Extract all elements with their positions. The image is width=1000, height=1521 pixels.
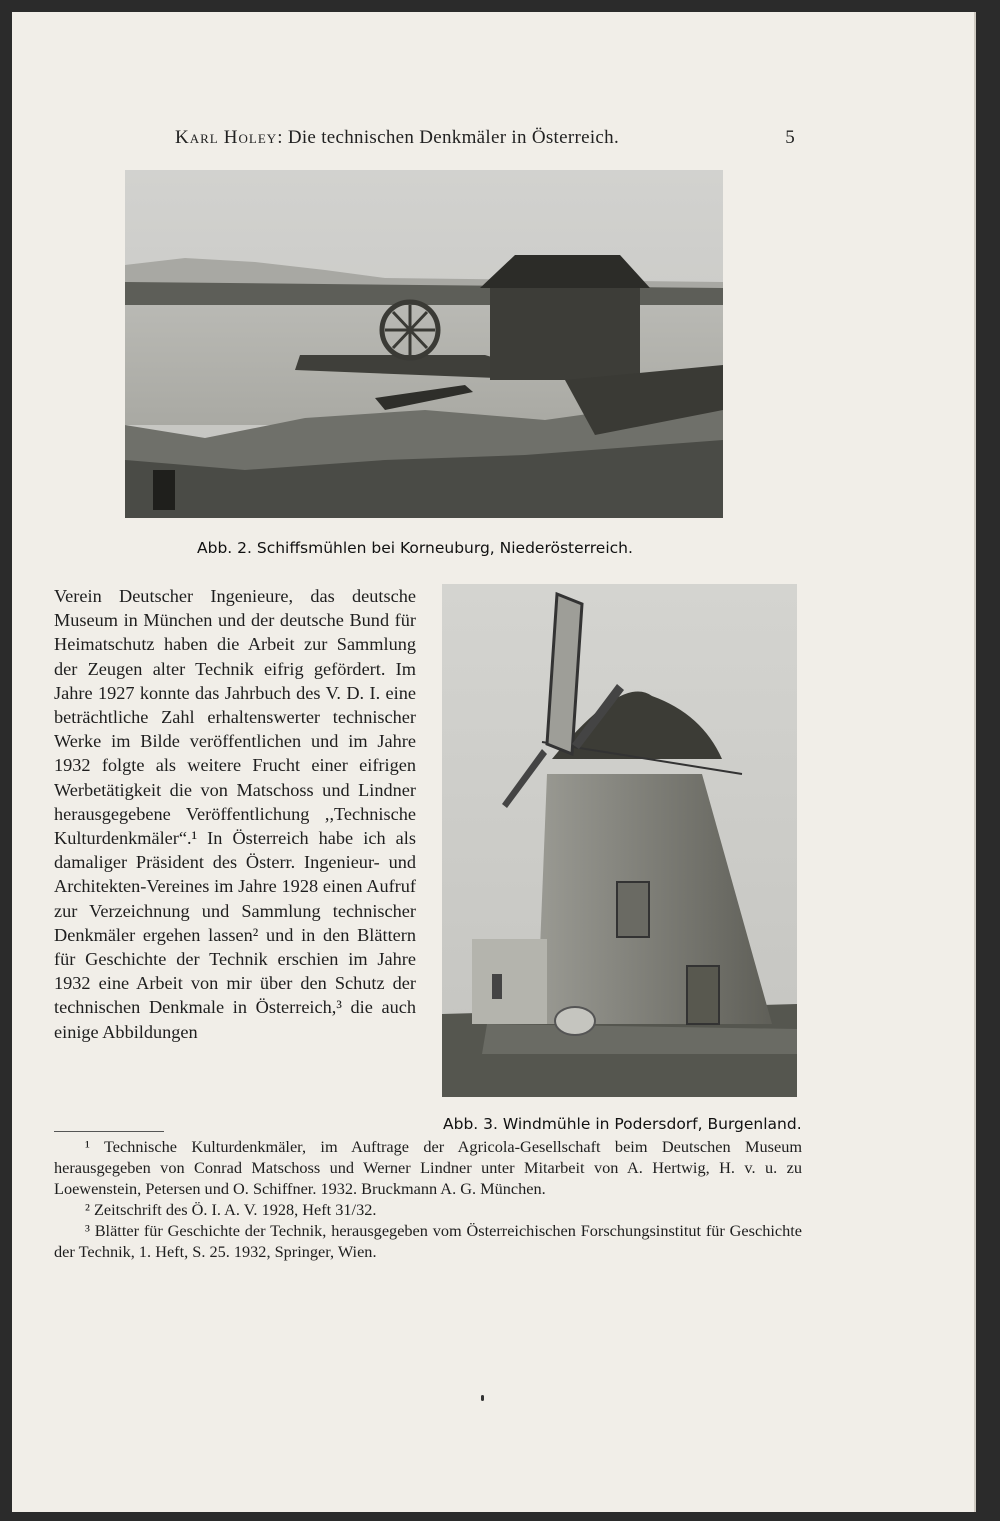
page-number: 5 — [785, 127, 795, 148]
running-head — [175, 127, 795, 149]
figure-3-caption: Abb. 3. Windmühle in Podersdorf, Burgenland. — [443, 1115, 802, 1133]
running-head-author-last: Holey — [223, 127, 278, 148]
page-mark — [481, 1395, 484, 1401]
footnote-2: ² Zeitschrift des Ö. I. A. V. 1928, Heft 31/32. — [85, 1200, 377, 1219]
footnote-3: ³ Blätter für Geschichte der Technik, herausgegeben vom Österreichischen Forschungsinstitut für Geschichte der Technik, 1. Heft, S. 25. 1932, Springer, Wien. — [54, 1221, 802, 1261]
windmill-illustration — [442, 584, 797, 1097]
body-paragraph: Verein Deutscher Ingenieure, das deutsche Museum in München und der deutsche Bund für Heimatschutz haben die Arbeit zur Sammlung der Zeugen alter Technik eifrig gefördert. Im Jahre 1927 konnte das Jahrbuch des V. D. I. eine beträchtliche Zahl erhaltenswerter technischer Werke im Bilde veröffentlichen und im Jahre 1932 folgte als weitere Frucht einer eifrigen Werbetätigkeit die von Matschoss und Lindner herausgegebene Veröffentlichung ,,Technische Kulturdenkmäler“.¹ In Österreich habe ich als damaliger Präsident des Österr. Ingenieur- und Architekten-Vereines im Jahre 1928 einen Aufruf zur Verzeichnung und Sammlung technischer Denkmäler ergehen lassen² und in den Blättern für Geschichte der Technik erschien im Jahre 1932 eine Arbeit von mir über den Schutz der technischen Denkmale in Österreich,³ die auch einige Abbildungen — [54, 586, 416, 1042]
figure-ship-mills-photo — [125, 170, 723, 518]
body-text-column — [54, 584, 416, 1044]
figure-windmill-photo — [442, 584, 797, 1097]
footnotes — [54, 1136, 802, 1262]
running-head-title: : Die technischen Denkmäler in Österreich. — [277, 127, 619, 148]
ship-mills-illustration — [125, 170, 723, 518]
running-head-author-first: Karl — [175, 127, 219, 148]
footnote-rule — [54, 1131, 164, 1132]
footnote-1: ¹ Technische Kulturdenkmäler, im Auftrage der Agricola-Gesellschaft beim Deutschen Museum herausgegeben von Conrad Matschoss und Werner Lindner unter Mitarbeit von A. Hertwig, H. v. u. zu Loewenstein, Petersen und O. Schiffner. 1932. Bruckmann A. G. München. — [54, 1137, 802, 1198]
figure-2-caption: Abb. 2. Schiffsmühlen bei Korneuburg, Niederösterreich. — [197, 539, 633, 557]
